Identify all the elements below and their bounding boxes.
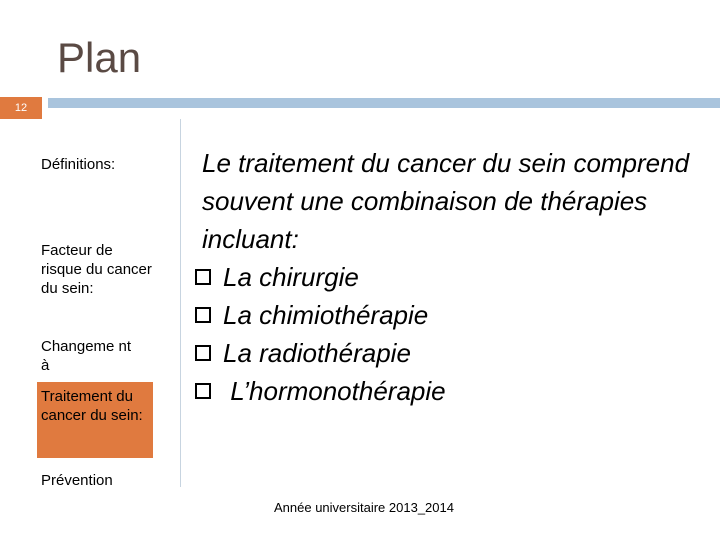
bullet-text: La radiothérapie [223, 338, 411, 368]
square-bullet-icon [195, 383, 211, 399]
header-bar [48, 98, 720, 108]
square-bullet-icon [195, 269, 211, 285]
nav-item-label: Définitions: [41, 156, 116, 173]
footer-text: Année universitaire 2013_2014 [274, 500, 454, 515]
nav-item-label: Prévention [41, 472, 113, 489]
bullet-item [190, 258, 690, 296]
nav-item-prevention[interactable] [41, 471, 161, 490]
sidebar-divider [180, 119, 181, 487]
nav-item-changement[interactable] [41, 337, 141, 375]
nav-item-label: Facteur de risque du cancer du sein: [41, 242, 152, 297]
slide-number: 12 [14, 102, 28, 114]
bullet-item [190, 372, 690, 410]
nav-item-definitions[interactable] [41, 155, 156, 174]
intro-paragraph: Le traitement du cancer du sein comprend souvent une combinaison de thérapies incluant: [202, 148, 690, 254]
nav-item-label: Traitement du cancer du sein: [41, 388, 143, 424]
nav-item-risk-factor[interactable] [41, 241, 153, 298]
nav-item-label: Changeme nt à [41, 338, 132, 374]
slide-title: Plan [57, 34, 142, 81]
intro-text [190, 144, 690, 258]
bullet-text: La chimiothérapie [223, 300, 429, 330]
bullet-text: L’hormonothérapie [223, 376, 446, 406]
bullet-text: La chirurgie [223, 262, 359, 292]
nav-item-treatment[interactable] [41, 387, 153, 425]
bullet-item [190, 296, 690, 334]
square-bullet-icon [195, 307, 211, 323]
main-content [190, 144, 690, 410]
bullet-item [190, 334, 690, 372]
slide-number-badge [0, 97, 42, 119]
square-bullet-icon [195, 345, 211, 361]
